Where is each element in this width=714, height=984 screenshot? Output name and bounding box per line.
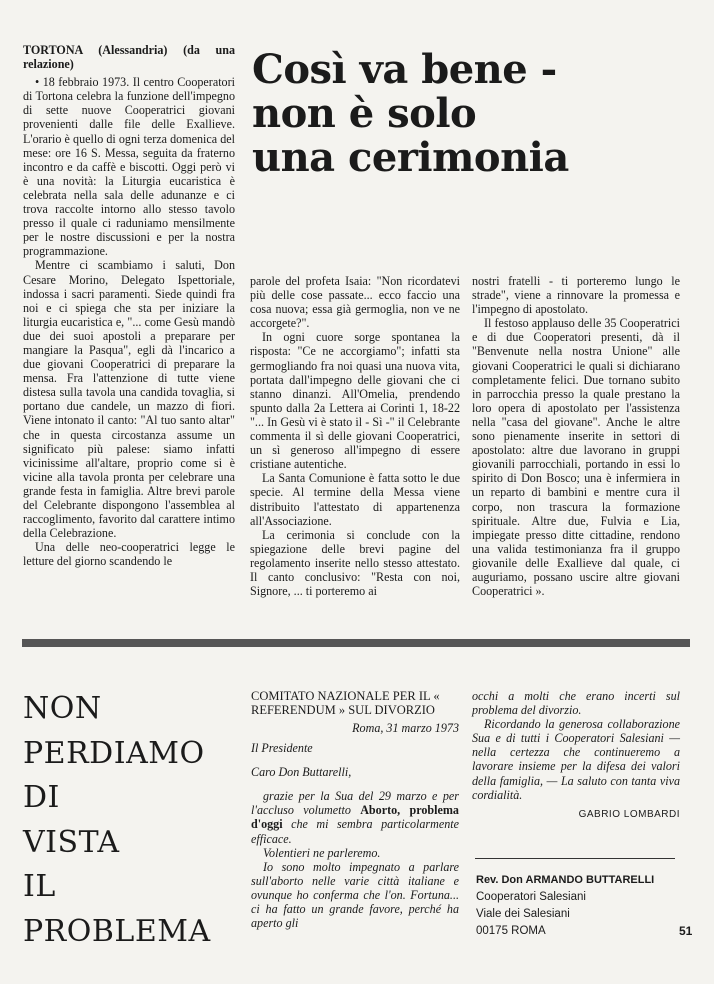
box-title-line: PROBLEMA [23,913,211,949]
letter-signature: GABRIO LOMBARDI [578,808,680,820]
article-location: TORTONA (Alessandria) (da una relazione) [23,43,235,72]
letter-paragraph: occhi a molti che erano incerti sul problema del divorzio. [472,689,680,718]
book-title: Aborto, problema d'oggi [251,803,459,832]
letter-column-1 [251,689,459,930]
article-paragraph: • 18 febbraio 1973. Il centro Cooperatori di Tortona celebra la funzione dell'impegno di sette nuove Cooperatrici giovani provenienti dalle file delle Exallieve. L'orario è quello di ogni terza domenica del mese: ore 16 S. Messa, seguita da fraterno incontro e da caffè e biscotti. Oggi però vi è una novità: la Liturgia eucaristica è celebrata nella sala delle adunanze e ci trova raccolte intorno allo stesso tavolo presso il quale ci raduniamo mensilmente per le nostre discussioni e per la nostra programmazione. [23,75,235,259]
article-paragraph: La cerimonia si conclude con la spiegazione delle brevi pagine del regolamento inserite nello stesso attestato. Il canto conclusivo: "Resta con noi, Signore, ... ti porteremo ai [250,527,460,599]
article-paragraph: Una delle neo-cooperatrici legge le letture del giorno scandendo le [23,540,235,569]
committee-heading: COMITATO NAZIONALE PER IL « REFERENDUM » SUL DIVORZIO [251,689,440,717]
article-paragraph: nostri fratelli - ti porteremo lungo le strade", viene a rinnovare la promessa e l'impegno di apostolato. [472,274,680,317]
box-title-line: DI [23,780,60,815]
address-line: Viale dei Salesiani [476,908,570,920]
letter-paragraph: Io sono molto impegnato a parlare sull'aborto nelle varie città italiane e ovunque ho conferma che l'on. Fortuna... ci ha fatto un grande favore, perché ha aperto gli [251,859,459,931]
letter-column-2 [472,689,680,822]
article-paragraph: parole del profeta Isaia: "Non ricordatevi più delle cose passate... ecco faccio una cosa nuova; essa già germoglia, non ve ne accorgete?". [250,274,460,331]
letter-paragraph [251,789,459,845]
article-paragraph: La Santa Comunione è fatta sotto le due specie. Al termine della Messa viene distribuito l'attestato di appartenenza all'Associazione. [250,471,460,528]
article-paragraph: In ogni cuore sorge spontanea la risposta: "Ce ne accorgiamo"; infatti sta germogliando fra noi quasi una nuova vita, portata dall'impegno delle giovani che ci stanno dinanzi. All'Omelia, prendendo spunto dalla 2a Lettera ai Corinti 1, 18-22 "... In Gesù vi è stato il - Sì -" il Celebrante commenta il sì delle giovani Cooperatrici, un sì generoso all'impegno di essere cristiane autentiche. [250,330,460,472]
article-paragraph: Mentre ci scambiamo i saluti, Don Cesare Morino, Delegato Ispettoriale, indossa i sacri paramenti. Siede quindi fra noi e ci spiega che sta per iniziare la liturgia eucaristica e, "... come Gesù mandò due dei suoi apostoli a preparare per mangiare la Pasqua", egli dà l'incarico a due giovani Cooperatrici di preparare la mensa. Fra l'attenzione di tutte viene distesa sulla tavola una candida tovaglia, si portano due candele, un mazzo di fiori. Viene intonato il canto: "Al tuo santo altar" che in questa circostanza assume un significato più palese: siamo infatti vicinissime all'altare, proprio come si è vicine alla tavola pronta per celebrare una grande festa in famiglia. Altre brevi parole del Celebrante dispongono l'assemblea al raccoglimento, favorito dal carattere intimo della Celebrazione. [23,258,235,541]
letter-sender: Il Presidente [251,741,313,756]
address-line: Cooperatori Salesiani [476,891,586,903]
article-column-2 [250,274,460,598]
letter-date: Roma, 31 marzo 1973 [352,721,459,735]
address-divider [475,858,675,859]
letter-text: grazie per la Sua del 29 marzo e per l'accluso volumetto [251,789,459,818]
box-title [23,687,238,954]
address-line: 00175 ROMA [476,925,546,937]
box-title-line: PERDIAMO [23,735,205,771]
page-number: 51 [679,924,693,938]
address-name: Rev. Don ARMANDO BUTTARELLI [476,874,655,886]
headline-line: una cerimonia [252,134,569,181]
article-column-1 [23,43,235,568]
article-column-3 [472,274,680,598]
address-block [476,872,691,940]
article-paragraph: Il festoso applauso delle 35 Cooperatrici e di due Cooperatori presenti, dà il "Benvenute nella nostra Unione" alle giovani Cooperatrici le quali si dichiarano completamente felici. Due tornano subito in parrocchia presso la quale prestano la loro opera di apostolato per l'assistenza nella "casa del giovane". Anche le altre sono pienamente inserite in settori di apostolato: altre due lavorano in gruppi giovanili parrocchiali, portando in essi lo spirito di Don Bosco; una è infermiera in un reparto di bambini e mentre cura il corpo, non trascura la formazione spirituale. Altre due, Fulvia e Lia, impiegate presso ditte cittadine, rendono una valida testimonianza fra il gruppo giovanile delle Exallieve dal quale, ci auguriamo, possano uscire altre giovani Cooperatrici ». [472,316,680,599]
box-title-line: IL [23,869,56,904]
letter-text: che mi sembra particolarmente efficace. [251,817,459,846]
box-title-line: NON [23,691,102,726]
letter-paragraph: Ricordando la generosa collaborazione Sua e di tutti i Cooperatori Salesiani — nella certezza che continueremo a lavorare insieme per la difesa dei valori della famiglia, — La saluto con tanta viva cordialità. [472,717,680,802]
headline-line: non è solo [252,90,477,137]
section-divider [22,639,690,647]
headline-line: Così va bene - [252,46,557,93]
letter-paragraph: Volentieri ne parleremo. [263,845,381,860]
letter-salutation: Caro Don Buttarelli, [251,765,352,780]
box-title-line: VISTA [23,824,120,860]
article-headline [252,48,692,180]
